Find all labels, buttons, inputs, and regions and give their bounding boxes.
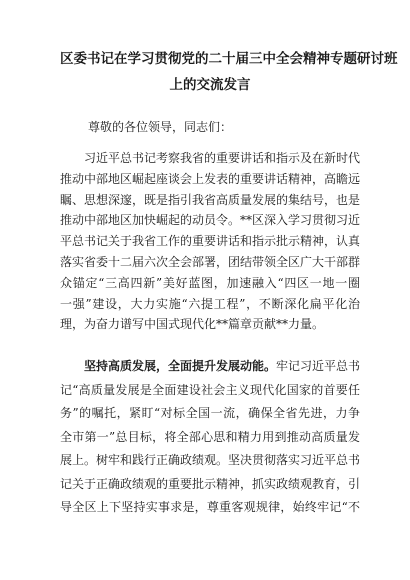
paragraph-line: 展上。树牢和践行正确政绩观。坚决贯彻落实习近平总书 <box>60 453 361 467</box>
paragraph-line: 瞩、思想深邃，既是指引我省高质量发展的集结号，也是 <box>60 192 361 207</box>
paragraph-line: 众锚定“三高四新”美好蓝图，加速融入“四区一地一圈 <box>60 275 360 290</box>
document-title <box>60 46 398 98</box>
paragraph-line: 全市第一”总目标，将全部心思和精力用到推动高质量发 <box>60 429 360 444</box>
paragraph-line: 理，为奋力谱写中国式现代化**篇章贡献**力量。 <box>60 317 325 332</box>
paragraph-line <box>60 355 360 379</box>
paragraph-intro <box>60 148 360 335</box>
paragraph-line: 导全区上下坚持实事求是，尊重客观规律，始终牢记“不 <box>60 500 360 514</box>
paragraph-high-quality-development <box>60 355 360 520</box>
title-line-2: 上的交流发言 <box>169 77 251 93</box>
title-line-1: 区委书记在学习贯彻党的二十届三中全会精神专题研讨班 <box>60 51 398 67</box>
paragraph-line: 务”的嘱托，紧盯“对标全国一流，确保全省先进，力争 <box>60 406 360 420</box>
paragraph-line: 推动中部地区加快崛起的动员令。**区深入学习贯彻习近 <box>60 213 361 228</box>
paragraph-line: 习近平总书记考察我省的重要讲话和指示及在新时代 <box>84 151 361 165</box>
paragraph-line: 推动中部地区崛起座谈会上发表的重要讲话精神，高瞻远 <box>60 171 361 186</box>
salutation: 尊敬的各位领导，同志们： <box>88 120 233 134</box>
heading-line-rest: 牢记习近平总书 <box>276 359 361 373</box>
paragraph-line: 平总书记关于我省工作的重要讲话和指示批示精神，认真 <box>60 234 361 249</box>
paragraph-line: 一强”建设，大力实施“六提工程”，不断深化扁平化治 <box>60 296 360 311</box>
paragraph-line: 记关于正确政绩观的重要批示精神，抓实政绩观教育，引 <box>60 476 361 491</box>
paragraph-line: 落实省委十二届六次全会部署，团结带领全区广大干部群 <box>60 254 361 269</box>
paragraph-line: 记“高质量发展是全面建设社会主义现代化国家的首要任 <box>60 382 360 397</box>
section-heading: 坚持高质发展，全面提升发展动能。 <box>84 359 277 373</box>
